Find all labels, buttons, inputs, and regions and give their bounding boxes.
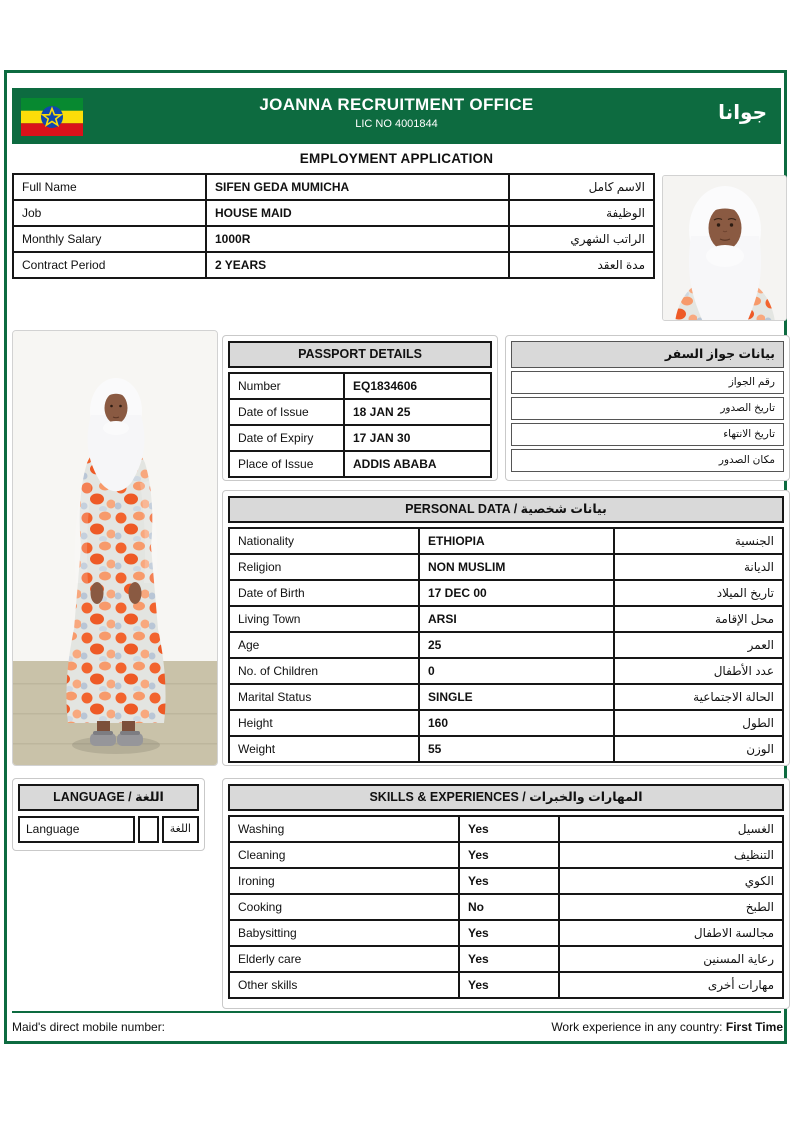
field-label: Date of Birth — [229, 580, 419, 606]
table-row — [13, 200, 654, 226]
field-label: Language — [18, 816, 135, 843]
field-label-arabic: الجنسية — [614, 528, 783, 554]
field-label-arabic: مهارات أخرى — [559, 972, 783, 998]
field-value: SINGLE — [419, 684, 614, 710]
field-label-arabic: مجالسة الاطفال — [559, 920, 783, 946]
table-row — [229, 842, 783, 868]
table-row — [13, 174, 654, 200]
field-label: Monthly Salary — [13, 226, 206, 252]
table-row — [229, 946, 783, 972]
field-label: Marital Status — [229, 684, 419, 710]
table-row — [229, 399, 491, 425]
field-label: Weight — [229, 736, 419, 762]
field-label: Age — [229, 632, 419, 658]
passport-section-title: PASSPORT DETAILS — [228, 341, 492, 368]
table-row — [229, 554, 783, 580]
field-label: Full Name — [13, 174, 206, 200]
field-label: Place of Issue — [229, 451, 344, 477]
header-title-block — [12, 95, 781, 130]
field-value — [138, 816, 159, 843]
applicant-summary-table — [12, 173, 655, 279]
field-label-arabic: الاسم كامل — [509, 174, 654, 200]
field-label: Cleaning — [229, 842, 459, 868]
field-label-arabic: رعاية المسنين — [559, 946, 783, 972]
field-label-arabic: مدة العقد — [509, 252, 654, 278]
field-label-arabic: العمر — [614, 632, 783, 658]
field-label-arabic: الطول — [614, 710, 783, 736]
field-value: NON MUSLIM — [419, 554, 614, 580]
field-value: SIFEN GEDA MUMICHA — [206, 174, 509, 200]
field-value: 1000R — [206, 226, 509, 252]
field-value: 160 — [419, 710, 614, 736]
field-value: 18 JAN 25 — [344, 399, 491, 425]
field-label: Other skills — [229, 972, 459, 998]
field-value: ADDIS ABABA — [344, 451, 491, 477]
field-value: Yes — [459, 972, 559, 998]
table-row — [229, 894, 783, 920]
work-experience-label: Work experience in any country: — [551, 1020, 723, 1034]
personal-data-table — [228, 527, 784, 763]
field-label: Cooking — [229, 894, 459, 920]
passport-details-section-arabic — [505, 335, 790, 481]
field-label-arabic: اللغة — [162, 816, 199, 843]
table-row — [229, 451, 491, 477]
table-row — [229, 528, 783, 554]
office-name: JOANNA RECRUITMENT OFFICE — [259, 95, 534, 114]
field-label: Date of Expiry — [229, 425, 344, 451]
language-section-title: LANGUAGE / اللغة — [18, 784, 199, 811]
field-value: No — [459, 894, 559, 920]
skills-section-title: SKILLS & EXPERIENCES / المهارات والخبرات — [228, 784, 784, 811]
field-label-arabic: تاريخ الانتهاء — [511, 423, 784, 446]
footer-separator-line — [12, 1011, 781, 1013]
field-value: 17 DEC 00 — [419, 580, 614, 606]
skills-table — [228, 815, 784, 999]
field-label-arabic: الديانة — [614, 554, 783, 580]
field-label-arabic: مكان الصدور — [511, 449, 784, 472]
language-section — [12, 778, 205, 851]
field-label-arabic: الوزن — [614, 736, 783, 762]
field-value: Yes — [459, 946, 559, 972]
applicant-headshot-photo — [662, 175, 787, 321]
maid-mobile-number-label: Maid's direct mobile number: — [12, 1020, 166, 1034]
table-row — [229, 373, 491, 399]
field-label: Religion — [229, 554, 419, 580]
table-row — [13, 252, 654, 278]
table-row — [229, 580, 783, 606]
personal-data-section — [222, 490, 790, 766]
field-label: Living Town — [229, 606, 419, 632]
field-label: Nationality — [229, 528, 419, 554]
field-value: ARSI — [419, 606, 614, 632]
table-row — [229, 606, 783, 632]
applicant-fullbody-photo — [12, 330, 218, 766]
table-row — [13, 226, 654, 252]
license-number: LIC NO 4001844 — [355, 118, 438, 130]
field-label-arabic: الراتب الشهري — [509, 226, 654, 252]
field-value: ETHIOPIA — [419, 528, 614, 554]
table-row — [229, 972, 783, 998]
table-row — [229, 632, 783, 658]
table-row — [229, 425, 491, 451]
field-label: Height — [229, 710, 419, 736]
table-row — [229, 920, 783, 946]
passport-details-table — [228, 372, 492, 478]
field-label: Washing — [229, 816, 459, 842]
work-experience-value: First Time — [725, 1020, 783, 1034]
field-label: Elderly care — [229, 946, 459, 972]
field-label: Ironing — [229, 868, 459, 894]
field-value: 55 — [419, 736, 614, 762]
field-label-arabic: عدد الأطفال — [614, 658, 783, 684]
table-row — [229, 868, 783, 894]
field-label-arabic: الوظيفة — [509, 200, 654, 226]
field-value: HOUSE MAID — [206, 200, 509, 226]
field-label: No. of Children — [229, 658, 419, 684]
passport-details-section — [222, 335, 498, 481]
table-row — [229, 684, 783, 710]
field-value: Yes — [459, 920, 559, 946]
field-value: EQ1834606 — [344, 373, 491, 399]
field-label-arabic: الكوي — [559, 868, 783, 894]
field-label: Number — [229, 373, 344, 399]
office-name-arabic: جوانا — [718, 102, 767, 124]
field-label-arabic: رقم الجواز — [511, 371, 784, 394]
field-label-arabic: الحالة الاجتماعية — [614, 684, 783, 710]
table-row — [229, 736, 783, 762]
field-label: Job — [13, 200, 206, 226]
personal-data-section-title: PERSONAL DATA / بيانات شخصية — [228, 496, 784, 523]
table-row — [229, 658, 783, 684]
table-row — [229, 816, 783, 842]
field-label: Babysitting — [229, 920, 459, 946]
field-value: 25 — [419, 632, 614, 658]
field-label-arabic: الغسيل — [559, 816, 783, 842]
field-value: 17 JAN 30 — [344, 425, 491, 451]
table-row — [18, 816, 199, 843]
field-label-arabic: تاريخ الميلاد — [614, 580, 783, 606]
field-value: 2 YEARS — [206, 252, 509, 278]
field-value: Yes — [459, 868, 559, 894]
field-label-arabic: محل الإقامة — [614, 606, 783, 632]
field-label-arabic: التنظيف — [559, 842, 783, 868]
skills-section — [222, 778, 790, 1009]
header-band — [12, 88, 781, 144]
passport-section-title-arabic: بيانات جواز السفر — [511, 341, 784, 368]
form-title: EMPLOYMENT APPLICATION — [299, 151, 494, 166]
field-value: 0 — [419, 658, 614, 684]
field-label-arabic: تاريخ الصدور — [511, 397, 784, 420]
field-value: Yes — [459, 816, 559, 842]
field-label: Contract Period — [13, 252, 206, 278]
field-label: Date of Issue — [229, 399, 344, 425]
field-label-arabic: الطبخ — [559, 894, 783, 920]
work-experience-note — [551, 1020, 783, 1034]
field-value: Yes — [459, 842, 559, 868]
table-row — [229, 710, 783, 736]
